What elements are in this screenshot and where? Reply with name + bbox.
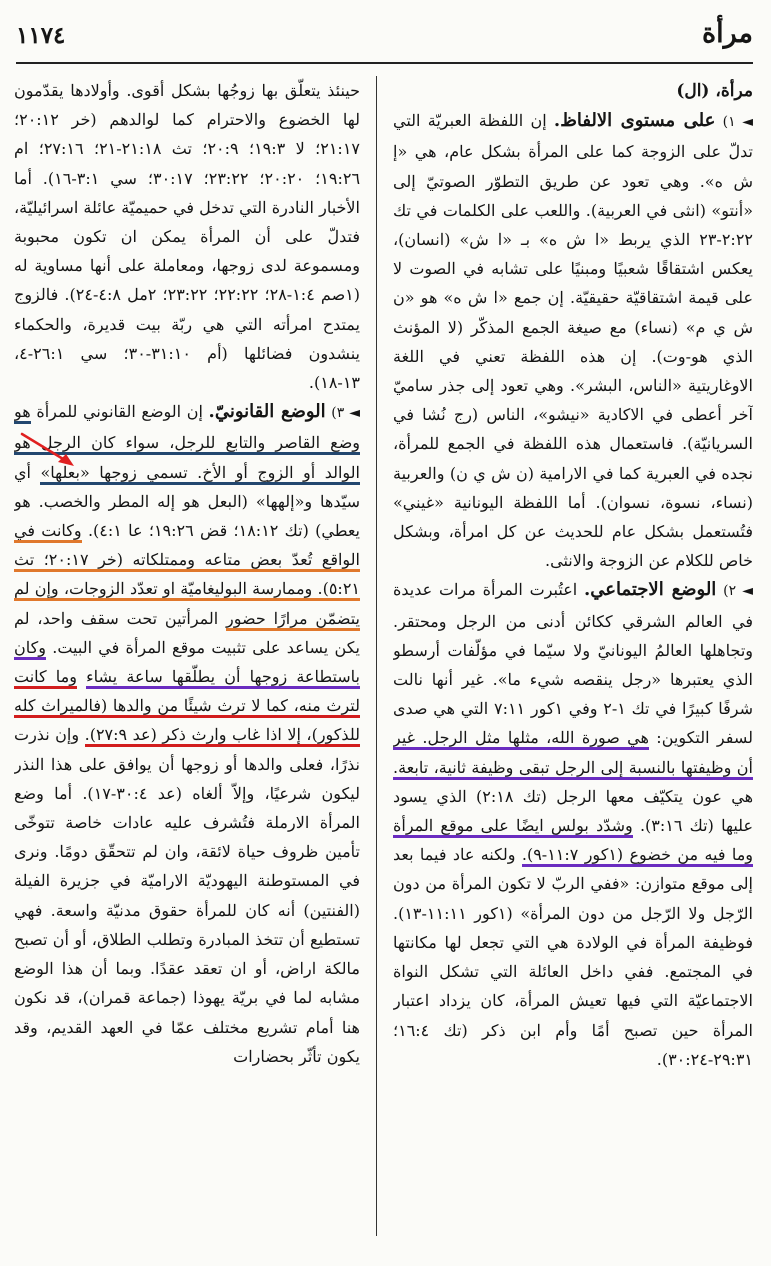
page-number: ١١٧٤ [16,22,66,49]
section-1-marker: ◄ ١) [722,114,753,131]
section-3-underline-purple: وكان باستطاعة زوجها أن يطلّقها ساعة يشاء [14,638,360,689]
section-1-paragraph [393,106,753,575]
section-3-marker: ◄ ٣) [331,405,360,422]
section-3-text-b: أي سيّدها و«إلهها» (البعل هو إله المطر والخصب. هو يعطي) (تك ١٨:١٢؛ قض ١٩:٢٦؛ عا ٤:١). [14,462,360,541]
running-title: مرأة [701,18,753,49]
section-2-underline-1: هي صورة الله، مثلها مثل الرجل. غير أن وظيفتها بالنسبة إلى الرجل تبقى وظيفة ثانية، تابعة. [393,728,753,779]
section-1-title: على مستوى الالفاظ. [553,110,716,132]
left-paragraph-1: حينئذ يتعلّق بها زوجُها بشكل أقوى. وأولادها يقدّمون لها الخضوع والاحترام كما لوالدهم (خر ٢٠:١٢؛ ٢١:١٧؛ لا ١٩:٣؛ ٢٠:٩؛ تث ٢١:١٨-٢١؛ ٢٧:١٦؛ ام ١٩:٢٦؛ ٢٠:٢٠؛ ٢٣:٢٢؛ ٣٠:١٧؛ سي ٣:١-١٦). أما الأخبار النادرة التي تدخل في حميميّة عائلة اسرائيليّة، فتدلّ على أن المرأة يمكن ان تكون محبوبة ومسموعة لدى زوجها، ومعاملة على أنها مساوية له (١صم ١:٤-٢٨؛ ٢٢:٢٢؛ ٢٣:٢٢؛ ٢مل ٤:٨-٢٤). فالزوج يمتدح امرأته التي هي ربّة بيت قديرة، والحكماء ينشدون فضائلها (أم ٣١:١٠-٣٠؛ سي ٢٦:١-٤، ١٣-١٨). [14,81,360,393]
section-2-underline-2: وشدّد بولس ايضًا على موقع المرأة وما فيه من خضوع (١كور ١١:٧-٩). [393,816,753,867]
section-2-title: الوضع الاجتماعي. [583,579,717,601]
section-3-text-a: إن الوضع القانوني للمرأة [36,402,203,422]
section-3-text-c: المرأتين تحت سقف واحد، لم يكن يساعد على تثبيت موقع المرأة في البيت. [14,608,360,657]
section-2-text-c: ولكنه عاد فيما بعد إلى موقع متوازن: «ففي الربّ لا تكون المرأة من دون الرّجل ولا الرّجل من دون المرأة» (١كور ١١:١١-١٣). فوظيفة المرأة في الولادة هي التي تجعل لها مكانتها في المجتمع. ففي داخل العائلة التي تشكل النواة الاجتماعيّة التي فيها تعيش المرأة، كان يزداد اعتبار المرأة حين تصبح أمًا وأم ابن ذكر (تك ١٦:٤؛ ٢٩:٣١-٣٠:٢٤). [393,845,753,1069]
section-3-title: الوضع القانونيّ. [208,401,326,423]
right-column [393,76,753,1252]
red-arrow-icon [18,430,78,470]
entry-title: مرأة، (ال) [676,81,753,101]
section-1-text: إن اللفظة العبريّة التي تدلّ على الزوجة كما على المرأة بشكل عام، هي «إ ش ه». وهي تعود عن طريق التطوّر الصوتيّ إلى «أنتو» (انثى في العربية). واللعب على الكلمات في تك ٢:٢٢-٢٣ الذي يربط «ا ش ه» بـ «ا ش» (انسان)، يعكس اشتقاقًا شعبيًا ومبنيًا على تشابه في الصوت لا على قيمة اشتقاقيّة حقيقيّة. إن جمع «ا ش ه» هو «ن ش ي م» (نساء) مع صيغة الجمع المذكّر (لا المؤنث الذي هو-وت). إن هذه اللفظة تعني في اللغة الاوغاريتية «الناس، البشر». وهي تعود إلى جذر ساميّ آخر أعطى في الاكادية «نيشو»، الناس (رج نُشا في السريانيّة). فاستعمال هذه اللفظة في الجمع للمرأة، نجده في العبرية كما في الارامية (ن ش ي ن) والعربية (نساء، نسوة، نسوان). أما اللفظة اليونانية «غيني» فتُستعمل بشكل عام للحديث عن كل امرأة، وبشكل خاص للكلام عن الزوجة والانثى. [393,111,753,571]
section-2-text-b: هي عون يتكيّف معها الرجل (تك ٢:١٨) الذي يسود عليها (تك ٣:١٦). [393,786,753,836]
header-divider [16,62,753,64]
section-3-paragraph [14,397,360,1071]
left-column [14,76,360,1252]
column-divider [376,76,377,1236]
section-3-underline-red: وما كانت لترث منه، كما لا ترث شيئًا من والدها (فالميراث كله للذكور)، إلا اذا غاب وارث ذكر (عد ٢٧:٩). [14,667,360,747]
section-3-underline-orange: وكانت في الواقع تُعدّ بعض متاعه وممتلكاته (خر ٢٠:١٧؛ تث ٥:٢١). وممارسة البوليغاميّة او تعدّد الزوجات، وإن لم يتضمّن مرارًا حضور [14,521,360,631]
page-header [16,14,753,60]
section-3-underline-blue: هو وضع القاصر والتابع للرجل، سواء كان الرجل هو الوالد أو الزوج أو الأخ. تسمي زوجها «بعلها» [14,402,360,484]
section-3-text-d: وإن نذرت نذرًا، فعلى والدها أو زوجها أن يوافق على هذا النذر ليكون شرعيًا، وإلاّ ألغاه (عد ٣٠:٤-١٧). أما وضع المرأة الارملة فتُشرف عليه عادات خاصة تتوخّى تأمين ظروف حياة لائقة، وان لم تتحقّق دومًا. ونرى في المستوطنة اليهوديّة الاراميّة في جزيرة الفيلة (الفنتين) أنه كان للمرأة حقوق مدنيّة واسعة. فهي تستطيع أن تتخذ المبادرة وتطلب الطلاق، أو أن تصبح مالكة اراض، أو ان تعقد عقدًا. وبما أن هذا الوضع مشابه لما في بريّة يهوذا (جماعة قمران)، قد نكون هنا أمام تشريع مختلف عمّا في العهد القديم، وقد يكون تأثّر بحضارات [14,725,360,1066]
section-2-marker: ◄ ٢) [723,583,753,600]
section-2-paragraph [393,575,753,1073]
section-2-text-a: اعتُبرت المرأة مرات عديدة في العالم الشرقي ككائن أدنى من الرجل ومحتقر. وتجاهلها العالمُ اليونانيّ ولا سيّما في مؤلّفات أرسطو الذي يعتبرها «رجل ينقصه شيء ما». غير أنها نالت شرفًا كبيرًا في تك ١-٢ وفي ١كور ٧:١١ التي هي صدى لسفر التكوين: [393,580,753,748]
